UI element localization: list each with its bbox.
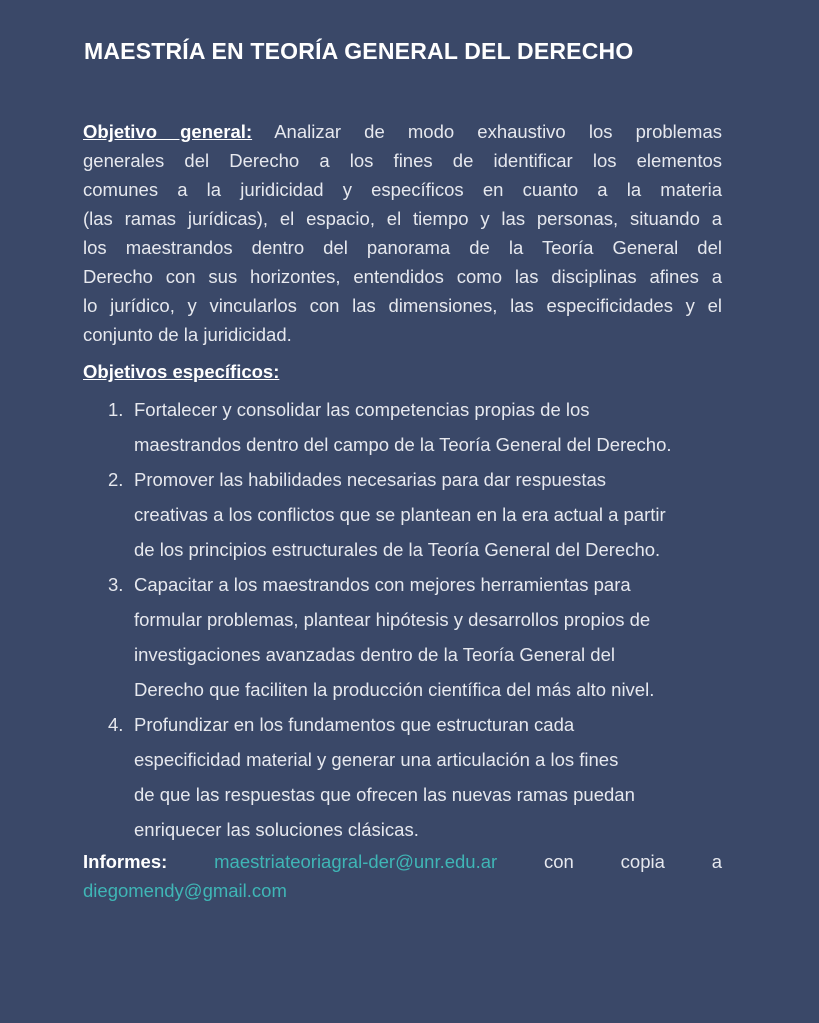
general-objective-line: [83, 262, 722, 291]
line-text: los maestrandos dentro del panorama de la Teoría General del: [83, 237, 722, 258]
list-item: [108, 462, 728, 567]
general-objective-line: [83, 146, 722, 175]
list-item-line: Profundizar en los fundamentos que estructuran cada: [134, 714, 575, 735]
list-item-line: Promover las habilidades necesarias para dar respuestas: [134, 469, 607, 490]
list-item-line: Fortalecer y consolidar las competencias propias de los: [134, 399, 590, 420]
list-item-line: enriquecer las soluciones clásicas.: [134, 819, 419, 840]
line-text: Derecho con sus horizontes, entendidos como las disciplinas afines a: [83, 266, 722, 287]
general-objective-line: [83, 320, 722, 349]
list-item-line: maestrandos dentro del campo de la Teoría General del Derecho.: [134, 434, 672, 455]
specific-objectives-list: [108, 392, 728, 847]
informes-label: Informes:: [83, 851, 168, 872]
list-number: 2.: [108, 469, 124, 490]
general-objective-line: [83, 117, 722, 146]
list-item: [108, 392, 728, 462]
list-item-line: de los principios estructurales de la Teoría General del Derecho.: [134, 539, 661, 560]
list-item-line: creativas a los conflictos que se plantean en la era actual a partir: [134, 504, 666, 525]
list-item-line: especificidad material y generar una articulación a los fines: [134, 749, 619, 770]
informes: [83, 847, 722, 905]
line-text: Analizar de modo exhaustivo los problemas: [252, 121, 722, 142]
list-number: 1.: [108, 399, 124, 420]
informes-middle-text: con copia a: [544, 851, 723, 872]
list-number: 4.: [108, 714, 124, 735]
line-text: comunes a la juridicidad y específicos en cuanto a la materia: [83, 179, 722, 200]
line-text: (las ramas jurídicas), el espacio, el tiempo y las personas, situando a: [83, 208, 722, 229]
list-number: 3.: [108, 574, 124, 595]
list-item: [108, 567, 728, 707]
specific-objectives-heading: Objetivos específicos:: [83, 361, 280, 382]
general-objective-label: Objetivo general:: [83, 121, 253, 142]
list-item: [108, 707, 728, 847]
line-text: generales del Derecho a los fines de identificar los elementos: [83, 150, 722, 171]
general-objective-line: [83, 175, 722, 204]
email-link-secondary[interactable]: diegomendy@gmail.com: [83, 880, 287, 901]
email-link-primary[interactable]: maestriateoriagral-der@unr.edu.ar: [214, 851, 498, 872]
list-item-line: Capacitar a los maestrandos con mejores herramientas para: [134, 574, 631, 595]
page-title: MAESTRÍA EN TEORÍA GENERAL DEL DERECHO: [84, 38, 634, 64]
list-item-line: de que las respuestas que ofrecen las nuevas ramas puedan: [134, 784, 635, 805]
line-text: conjunto de la juridicidad.: [83, 324, 292, 345]
line-text: lo jurídico, y vincularlos con las dimensiones, las especificidades y el: [83, 295, 722, 316]
general-objective-line: [83, 233, 722, 262]
list-item-line: formular problemas, plantear hipótesis y desarrollos propios de: [134, 609, 651, 630]
general-objective-line: [83, 204, 722, 233]
list-item-line: investigaciones avanzadas dentro de la Teoría General del: [134, 644, 615, 665]
list-item-line: Derecho que faciliten la producción científica del más alto nivel.: [134, 679, 655, 700]
general-objective-line: [83, 291, 722, 320]
general-objective: [83, 117, 722, 349]
